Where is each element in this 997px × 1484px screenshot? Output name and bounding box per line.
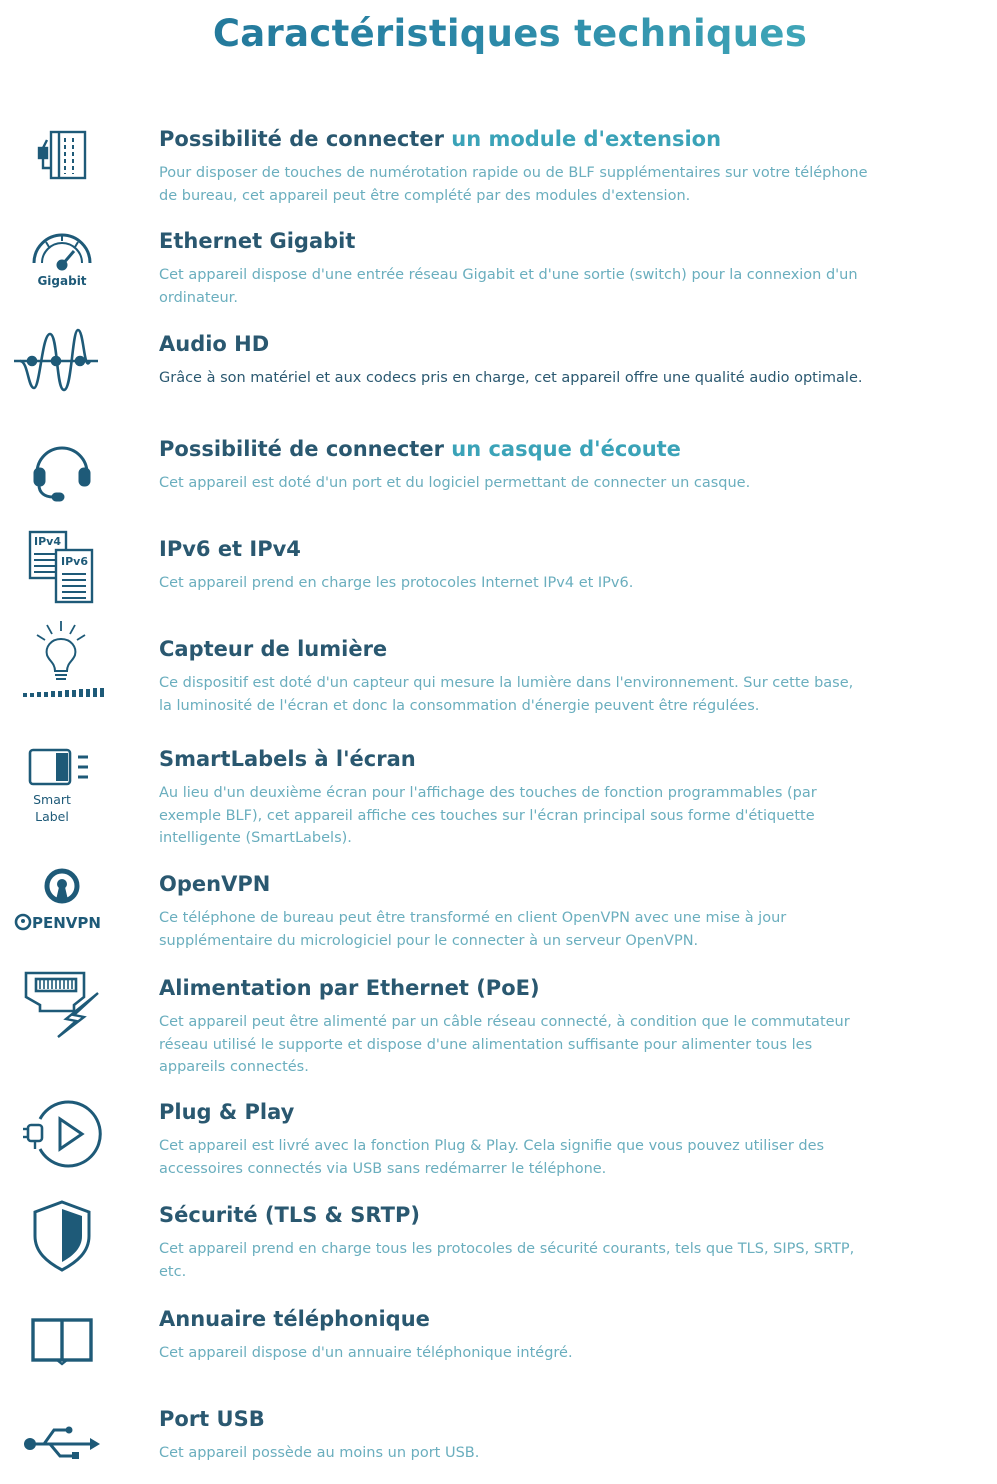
phonebook-icon <box>14 1299 110 1381</box>
ipv4-icon-label: IPv4 <box>34 535 61 548</box>
feature-description: Cet appareil dispose d'un annuaire téléphonique intégré. <box>159 1345 573 1361</box>
feature-title: OpenVPN <box>159 872 271 896</box>
smart-label-icon <box>14 743 110 829</box>
feature-description: Cet appareil est livré avec la fonction Plug & Play. Cela signifie que vous pouvez utiliser des accessoires connectés via USB sans redémarrer le téléphone. <box>159 1138 825 1177</box>
feature-title: IPv6 et IPv4 <box>159 537 301 561</box>
feature-title: Possibilité de connecter un module d'extension <box>159 127 722 151</box>
extension-module-icon <box>14 115 110 197</box>
feature-title: Possibilité de connecter un casque d'écoute <box>159 437 681 461</box>
feature-description: Ce téléphone de bureau peut être transformé en client OpenVPN avec une mise à jour supplémentaire du micrologiciel pour le connecter à un serveur OpenVPN. <box>159 910 787 949</box>
feature-description: Grâce à son matériel et aux codecs pris en charge, cet appareil offre une qualité audio optimale. <box>159 370 863 386</box>
feature-description: Cet appareil peut être alimenté par un câble réseau connecté, à condition que le commutateur réseau utilisé le supporte et dispose d'une alimentation suffisante pour alimenter tous les appareils connectés. <box>159 1014 850 1075</box>
shield-icon <box>14 1195 110 1277</box>
headset-icon <box>14 429 110 511</box>
feature-description: Ce dispositif est doté d'un capteur qui mesure la lumière dans l'environnement. Sur cette base, la luminosité de l'écran et donc la consommation d'énergie peuvent être régulées. <box>159 675 854 714</box>
light-bulb-icon <box>14 615 110 705</box>
poe-port-icon <box>14 964 110 1046</box>
plug-play-icon <box>14 1094 110 1176</box>
usb-icon <box>14 1401 110 1483</box>
feature-title: Sécurité (TLS & SRTP) <box>159 1203 420 1227</box>
feature-title: Plug & Play <box>159 1100 295 1124</box>
feature-title: Port USB <box>159 1407 265 1431</box>
feature-title: Capteur de lumière <box>159 637 388 661</box>
page-title: Caractéristiques techniques <box>0 12 997 55</box>
smart-label-line1: Smart <box>33 792 71 807</box>
openvpn-wordmark: PENVPN <box>32 914 101 932</box>
gigabit-icon-label: Gigabit <box>37 274 87 288</box>
feature-description: Cet appareil prend en charge les protocoles Internet IPv4 et IPv6. <box>159 575 634 591</box>
feature-description: Au lieu d'un deuxième écran pour l'affichage des touches de fonction programmables (par exemple BLF), cet appareil affiche ces touches sur l'écran principal sous forme d'étiquette intelligente (SmartLabels). <box>159 785 817 846</box>
ip-documents-icon <box>14 527 110 609</box>
feature-description: Cet appareil dispose d'une entrée réseau Gigabit et d'une sortie (switch) pour la connexion d'un ordinateur. <box>159 267 858 306</box>
gigabit-gauge-icon <box>14 217 110 299</box>
feature-title: Audio HD <box>159 332 270 356</box>
ipv6-icon-label: IPv6 <box>61 555 88 568</box>
feature-description: Pour disposer de touches de numérotation rapide ou de BLF supplémentaires sur votre téléphone de bureau, cet appareil peut être complété par des modules d'extension. <box>159 165 868 204</box>
feature-title: SmartLabels à l'écran <box>159 747 416 771</box>
feature-title: Alimentation par Ethernet (PoE) <box>159 976 540 1000</box>
openvpn-logo-icon <box>10 860 110 942</box>
audio-wave-icon <box>8 320 104 402</box>
smart-label-line2: Label <box>35 809 69 824</box>
feature-title: Annuaire téléphonique <box>159 1307 430 1331</box>
feature-description: Cet appareil est doté d'un port et du logiciel permettant de connecter un casque. <box>159 475 751 491</box>
feature-description: Cet appareil possède au moins un port USB. <box>159 1445 480 1461</box>
feature-description: Cet appareil prend en charge tous les protocoles de sécurité courants, tels que TLS, SIPS, SRTP, etc. <box>159 1241 855 1280</box>
feature-title: Ethernet Gigabit <box>159 229 356 253</box>
